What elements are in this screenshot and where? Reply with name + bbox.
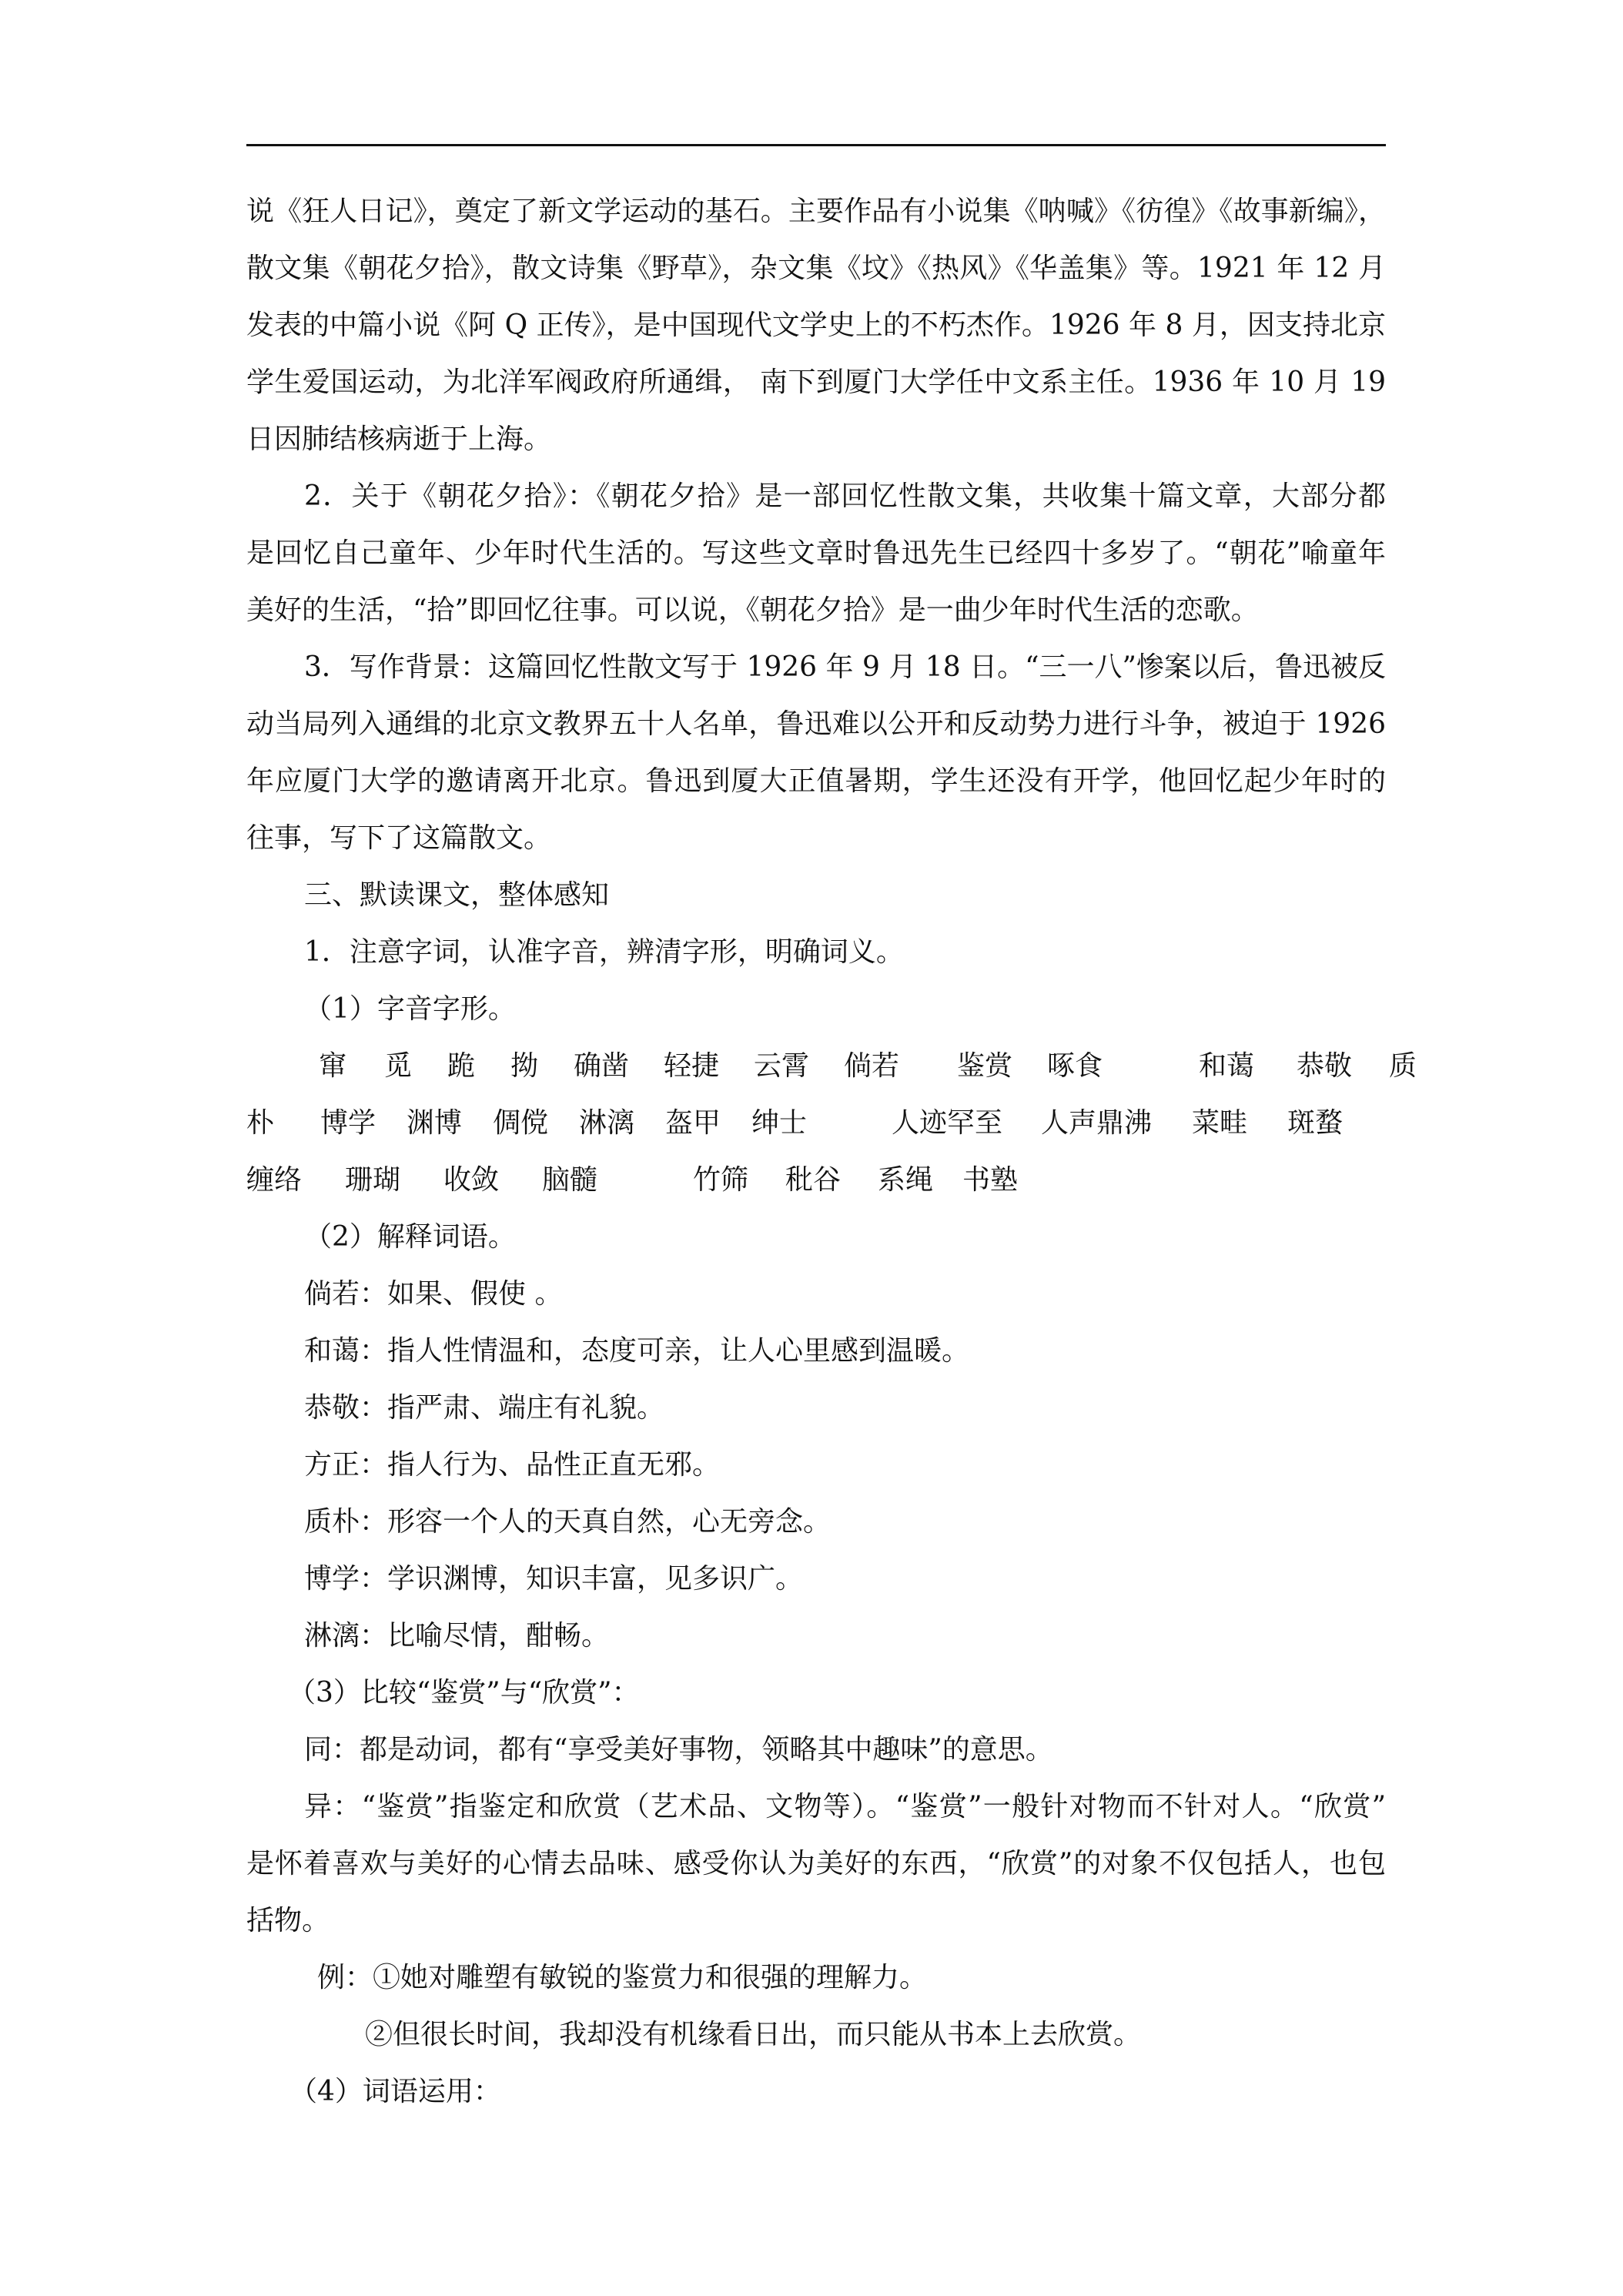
subsection-heading: （1）字音字形。 bbox=[304, 993, 516, 1025]
vocab-row bbox=[246, 1152, 1386, 1209]
vocab-word: 轻捷 bbox=[664, 1050, 720, 1082]
vocab-word: 盔甲 bbox=[665, 1107, 721, 1139]
definition-item: 和蔼：指人性情温和，态度可亲，让人心里感到温暖。 bbox=[304, 1335, 970, 1367]
definition-item: 倘若：如果、假使 。 bbox=[304, 1278, 563, 1310]
example-sentence: ②但很长时间，我却没有机缘看日出，而只能从书本上去欣赏。 bbox=[365, 2019, 1142, 2050]
about-book-paragraph bbox=[246, 468, 1386, 639]
vocab-word: 倜傥 bbox=[493, 1107, 549, 1139]
subsection-heading: （4）词语运用： bbox=[289, 2076, 501, 2107]
definition-item: 恭敬：指严肃、端庄有礼貌。 bbox=[304, 1392, 665, 1424]
definition-item: 淋漓：比喻尽情，酣畅。 bbox=[304, 1620, 610, 1652]
vocab-row bbox=[246, 1095, 1386, 1152]
writing-background-paragraph bbox=[246, 639, 1386, 867]
text-line: 2．关于《朝花夕拾》：《朝花夕拾》是一部回忆性散文集，共收集十篇文章，大部分都 bbox=[304, 480, 1386, 512]
vocab-word: 淋漓 bbox=[579, 1107, 635, 1139]
vocab-word: 窜 bbox=[319, 1050, 347, 1082]
definition-item: 质朴：形容一个人的天真自然，心无旁念。 bbox=[304, 1506, 832, 1538]
text-line: 是回忆自己童年、少年时代生活的。写这些文章时鲁迅先生已经四十多岁了。“朝花”喻童年 bbox=[246, 537, 1386, 569]
definition-list bbox=[246, 1266, 1386, 1665]
section-heading: 三、默读课文，整体感知 bbox=[304, 879, 610, 911]
vocab-word: 跪 bbox=[447, 1050, 476, 1082]
comparison-difference-paragraph bbox=[246, 1779, 1386, 1950]
definition-item: 方正：指人行为、品性正直无邪。 bbox=[304, 1449, 721, 1481]
vocab-word: 人声鼎沸 bbox=[1041, 1107, 1153, 1139]
vocab-word: 博学 bbox=[320, 1107, 376, 1139]
text-line: 美好的生活，“拾”即回忆往事。可以说，《朝花夕拾》是一曲少年时代生活的恋歌。 bbox=[246, 594, 1259, 626]
text-line: 3．写作背景：这篇回忆性散文写于 1926 年 9 月 18 日。“三一八”惨案以后，鲁迅被反 bbox=[304, 651, 1386, 683]
item-heading: 1．注意字词，认准字音，辨清字形，明确词义。 bbox=[304, 936, 904, 968]
vocab-word: 渊博 bbox=[407, 1107, 463, 1139]
text-line: 动当局列入通缉的北京文教界五十人名单，鲁迅难以公开和反动势力进行斗争，被迫于 1926 bbox=[246, 708, 1386, 740]
vocab-word: 秕谷 bbox=[785, 1164, 842, 1196]
text-line: 发表的中篇小说《阿 Q 正传》，是中国现代文学史上的不朽杰作。1926 年 8 月，因支持北京 bbox=[246, 310, 1386, 341]
vocab-list bbox=[246, 1038, 1417, 1209]
vocab-word: 和蔼 bbox=[1199, 1050, 1255, 1082]
vocab-word: 鉴赏 bbox=[957, 1050, 1013, 1082]
vocab-row bbox=[246, 1038, 1417, 1095]
vocab-word: 朴 bbox=[246, 1107, 275, 1139]
vocab-word: 啄食 bbox=[1047, 1050, 1103, 1082]
vocab-word: 斑蝥 bbox=[1287, 1107, 1344, 1139]
vocab-word: 竹筛 bbox=[693, 1164, 749, 1196]
vocab-word: 拗 bbox=[510, 1050, 539, 1082]
text-line: 括物。 bbox=[246, 1905, 330, 1936]
text-line: 散文集《朝花夕拾》，散文诗集《野草》，杂文集《坟》《热风》《华盖集》等。1921 年 12 月 bbox=[246, 253, 1386, 284]
vocab-word: 恭敬 bbox=[1297, 1050, 1353, 1082]
vocab-word: 确凿 bbox=[574, 1050, 630, 1082]
vocab-word: 缠络 bbox=[246, 1164, 303, 1196]
vocab-word: 脑髓 bbox=[542, 1164, 598, 1196]
vocab-word: 书塾 bbox=[962, 1164, 1019, 1196]
vocab-word: 系绳 bbox=[878, 1164, 934, 1196]
vocab-word: 质 bbox=[1389, 1050, 1417, 1082]
text-line: 日因肺结核病逝于上海。 bbox=[246, 423, 552, 455]
document-body bbox=[246, 183, 1417, 2120]
text-line: 异：“鉴赏”指鉴定和欣赏（艺术品、文物等）。“鉴赏”一般针对物而不针对人。“欣赏” bbox=[304, 1791, 1386, 1822]
definition-item: 博学：学识渊博，知识丰富，见多识广。 bbox=[304, 1563, 804, 1595]
vocab-word: 收敛 bbox=[443, 1164, 500, 1196]
vocab-word: 绅士 bbox=[751, 1107, 808, 1139]
header-rule bbox=[246, 144, 1386, 146]
text-line: 往事，写下了这篇散文。 bbox=[246, 822, 552, 854]
vocab-word: 倘若 bbox=[844, 1050, 900, 1082]
vocab-word: 菜畦 bbox=[1192, 1107, 1248, 1139]
vocab-word: 人迹罕至 bbox=[892, 1107, 1003, 1139]
comparison-same: 同：都是动词，都有“享受美好事物，领略其中趣味”的意思。 bbox=[304, 1734, 1053, 1766]
text-line: 说《狂人日记》，奠定了新文学运动的基石。主要作品有小说集《呐喊》《彷徨》《故事新编》， bbox=[246, 196, 1386, 227]
subsection-heading: （2）解释词语。 bbox=[304, 1221, 516, 1253]
example-sentence: 例：①她对雕塑有敏锐的鉴赏力和很强的理解力。 bbox=[317, 1962, 928, 1993]
subsection-heading: （3）比较“鉴赏”与“欣赏”： bbox=[288, 1677, 640, 1709]
text-line: 年应厦门大学的邀请离开北京。鲁迅到厦大正值暑期，学生还没有开学，他回忆起少年时的 bbox=[246, 765, 1386, 797]
author-bio-paragraph bbox=[246, 183, 1386, 468]
text-line: 学生爱国运动，为北洋军阀政府所通缉， 南下到厦门大学任中文系主任。1936 年 10 月 19 bbox=[246, 366, 1386, 398]
vocab-word: 珊瑚 bbox=[345, 1164, 401, 1196]
vocab-word: 觅 bbox=[384, 1050, 413, 1082]
vocab-word: 云霄 bbox=[754, 1050, 810, 1082]
text-line: 是怀着喜欢与美好的心情去品味、感受你认为美好的东西，“欣赏”的对象不仅包括人，也包 bbox=[246, 1848, 1386, 1879]
